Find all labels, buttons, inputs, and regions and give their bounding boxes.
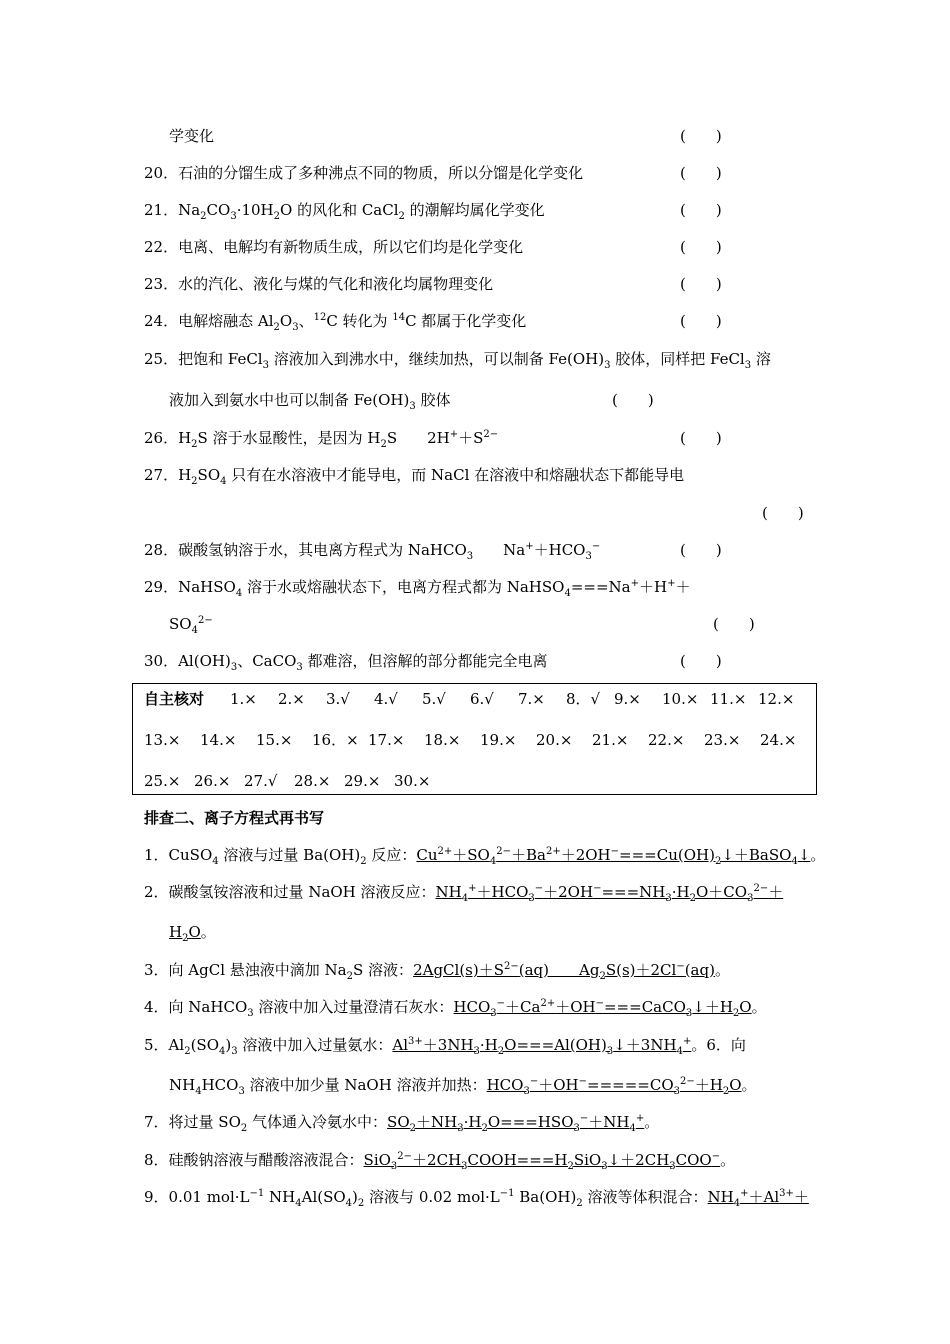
answer-item: 4.√	[374, 690, 398, 708]
answer-item: 24.×	[760, 731, 797, 749]
answer-item: 29.×	[344, 772, 381, 790]
item-24: 24．电解熔融态 $Al_2O_3$、$^{12}$C 转化为 $^{14}$C 都属于化学变化	[144, 312, 527, 333]
answer-item: 18.×	[424, 731, 461, 749]
answer-item: 3.√	[326, 690, 350, 708]
answer-item: 16．×	[312, 731, 359, 749]
answer-item: 28.×	[294, 772, 331, 790]
item-29: 29．NaHSO$_4$ 溶于水或熔融状态下，电离方程式都为 NaHSO$_4$===Na+＋H+＋	[144, 578, 691, 599]
answer-item: 14.×	[200, 731, 237, 749]
answer-item: 20.×	[536, 731, 573, 749]
eq-3: 3．向 AgCl 悬浊液中滴加 $Na_2S$ 溶液：$2AgCl(s)+S^{2-}(aq)$ $Ag_2S(s)+2Cl^-(aq)$。	[144, 961, 730, 982]
answer-item: 19.×	[480, 731, 517, 749]
eq-2: 2．碳酸氢铵溶液和过量 NaOH 溶液反应：$NH_4^++HCO_3^-+2OH^-===NH_3\cdot H_2O+CO_3^{2-}+$	[144, 883, 784, 904]
answer-item: 30.×	[394, 772, 431, 790]
item-21: 21．$Na_2CO_3\cdot 10H_2O$ 的风化和 CaCl$_2$ 的潮解均属化学变化	[144, 201, 545, 222]
answer-item: 26.×	[194, 772, 231, 790]
item-19-cont: 学变化	[169, 127, 215, 145]
answer-paren: ( )	[680, 541, 722, 559]
item-29-cont: $SO_4^{2-}$	[169, 615, 213, 636]
answer-paren: ( )	[680, 127, 722, 145]
item-30: 30．$Al(OH)_3$、CaCO$_3$ 都难溶，但溶解的部分都能完全电离	[144, 652, 548, 673]
answer-item: 23.×	[704, 731, 741, 749]
answer-item: 2.×	[278, 690, 305, 708]
answer-item: 5.√	[422, 690, 446, 708]
item-25: 25．把饱和 FeCl$_3$ 溶液加入到沸水中，继续加热，可以制备 $Fe(OH)_3$ 胶体，同样把 FeCl$_3$ 溶	[144, 350, 771, 371]
answer-item: 6.√	[470, 690, 494, 708]
eq-8: 8．硅酸钠溶液与醋酸溶液混合：$SiO_3^{2-}+2CH_3COOH===H_2SiO_3↓+2CH_3COO^-$。	[144, 1151, 736, 1172]
answer-item: 1.×	[230, 690, 257, 708]
answer-paren: ( )	[680, 201, 722, 219]
item-23: 23．水的汽化、液化与煤的气化和液化均属物理变化	[144, 275, 494, 293]
eq-4: 4．向 NaHCO$_3$ 溶液中加入过量澄清石灰水：$HCO_3^-+Ca^{2+}+OH^-===CaCO_3↓+H_2O$。	[144, 998, 767, 1019]
item-26: 26．$H_2S$ 溶于水显酸性，是因为 $H_2S$ $2H^++S^{2-}$	[144, 429, 499, 450]
answer-paren: ( )	[680, 652, 722, 670]
eq-2-cont: $H_2O$。	[169, 923, 216, 944]
answer-item: 22.×	[648, 731, 685, 749]
answer-paren: ( )	[762, 504, 804, 522]
item-25-cont: 液加入到氨水中也可以制备 $Fe(OH)_3$ 胶体	[169, 391, 451, 412]
answer-item: 21.×	[592, 731, 629, 749]
eq-9: 9．0.01 $mol\cdot L^{-1}$ $NH_4Al(SO_4)_2$ 溶液与 0.02 $mol\cdot L^{-1}$ $Ba(OH)_2$ 溶液等体积混合：$NH_4^++Al^{3+}+$	[144, 1188, 809, 1209]
item-28: 28．碳酸氢钠溶于水，其电离方程式为 NaHCO$_3$ $Na^++HCO_3^-$	[144, 541, 601, 562]
item-27: 27．$H_2SO_4$ 只有在水溶液中才能导电，而 NaCl 在溶液中和熔融状态下都能导电	[144, 466, 685, 487]
item-22: 22．电离、电解均有新物质生成，所以它们均是化学变化	[144, 238, 524, 256]
answer-item: 17.×	[368, 731, 405, 749]
answer-item: 7.×	[518, 690, 545, 708]
eq-1: 1．CuSO$_4$ 溶液与过量 $Ba(OH)_2$ 反应：$Cu^{2+}+SO_4^{2-}+Ba^{2+}+2OH^-===Cu(OH)_2↓+BaSO_4↓$。	[144, 846, 826, 867]
answer-item: 27.√	[244, 772, 278, 790]
answer-paren: ( )	[680, 275, 722, 293]
answer-item: 9.×	[614, 690, 641, 708]
eq-6: $NH_4HCO_3$ 溶液中加少量 NaOH 溶液并加热：$HCO_3^-+OH^-=====CO_3^{2-}+H_2O$。	[169, 1076, 757, 1097]
item-20: 20．石油的分馏生成了多种沸点不同的物质，所以分馏是化学变化	[144, 164, 584, 182]
answer-paren: ( )	[680, 312, 722, 330]
answer-item: 8．√	[566, 690, 601, 708]
eq-5: 5．$Al_2(SO_4)_3$ 溶液中加入过量氨水：$Al^{3+}+3NH_3\cdot H_2O===Al(OH)_3↓+3NH_4^+$。6．向	[144, 1036, 746, 1057]
answer-paren: ( )	[680, 429, 722, 447]
answer-item: 25.×	[144, 772, 181, 790]
answer-item: 13.×	[144, 731, 181, 749]
eq-7: 7．将过量 $SO_2$ 气体通入冷氨水中：$SO_2+NH_3\cdot H_2O===HSO_3^-+NH_4^+$。	[144, 1113, 660, 1134]
answer-item: 11.×	[710, 690, 747, 708]
answer-item: 10.×	[662, 690, 699, 708]
answer-box-title: 自主核对	[144, 690, 205, 708]
answer-item: 12.×	[758, 690, 795, 708]
answer-paren: ( )	[680, 164, 722, 182]
answer-paren: ( )	[612, 391, 654, 409]
answer-paren: ( )	[713, 615, 755, 633]
answer-paren: ( )	[680, 238, 722, 256]
answer-item: 15.×	[256, 731, 293, 749]
section-title: 排查二、离子方程式再书写	[144, 809, 325, 827]
